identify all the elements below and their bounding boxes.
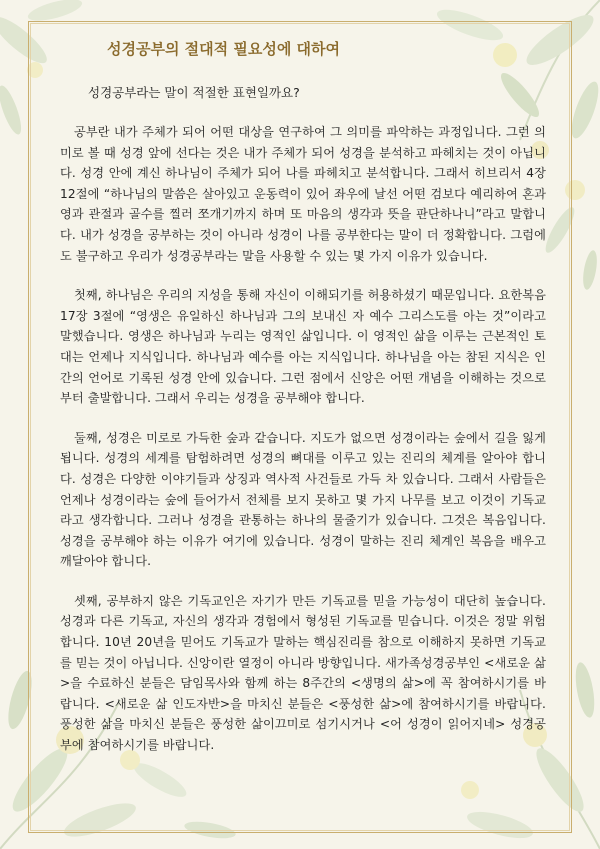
paragraph-second-reason: 둘째, 성경은 미로로 가득한 숲과 같습니다. 지도가 없으면 성경이라는 숲에서 길을 잃게 됩니다. 성경의 세계를 탐험하려면 성경의 뼈대를 이루고 있는 진리의 체계를 알아야 합니다. 성경은 다양한 이야기들과 상징과 역사적 사건들로 가득 차 있습니다. 그래서 사람들은 언제나 성경이라는 숲에 들어가서 전체를 보지 못하고 몇 가지 나무를 보고 이것이 기독교라고 생각합니다. 그러나 성경을 관통하는 하나의 물줄기가 있습니다. 그것은 복음입니다. 성경을 공부해야 하는 이유가 여기에 있습니다. 성경이 말하는 진리 체계인 복음을 배우고 깨달아야 합니다. <box>60 430 546 569</box>
paragraph-intro: 공부란 내가 주체가 되어 어떤 대상을 연구하여 그 의미를 파악하는 과정입니다. 그런 의미로 볼 때 성경 앞에 선다는 것은 내가 주체가 되어 성경을 분석하고 파헤치는 것이 아닙니다. 성경 안에 계신 하나님이 주체가 되어 나를 파헤치고 분석합니다. 그래서 히브리서 4장 12절에 “하나님의 말씀은 살아있고 운동력이 있어 좌우에 날선 어떤 검보다 예리하여 혼과 영과 관절과 골수를 찔러 쪼개기까지 하며 또 마음의 생각과 뜻을 판단하나니”라고 말합니다. 내가 성경을 공부하는 것이 아니라 성경이 나를 공부한다는 말이 더 정확합니다. 그럼에도 불구하고 우리가 성경공부라는 말을 사용할 수 있는 몇 가지 이유가 있습니다. <box>60 125 546 263</box>
document-body <box>60 36 546 756</box>
paragraph-third-reason: 셋째, 공부하지 않은 기독교인은 자기가 만든 기독교를 믿을 가능성이 대단히 높습니다. 성경과 다른 기독교, 자신의 생각과 경험에서 형성된 기독교를 믿습니다. 이것은 정말 위험합니다. 10년 20년을 믿어도 기독교가 말하는 핵심진리를 참으로 이해하지 못하면 기독교를 믿는 것이 아닙니다. 신앙이란 열정이 아니라 방향입니다. 새가족성경공부인 <새로운 삶>을 수료하신 분들은 담임목사와 함께 하는 8주간의 <생명의 삶>에 꼭 참여하시기를 바랍니다. <새로운 삶 인도자반>을 마치신 분들은 <풍성한 삶>에 참여하시기를 바랍니다. 풍성한 삶을 마치신 분들은 풍성한 삶이끄미로 섬기시거나 <어 성경이 읽어지네> 성경공부에 참여하시기를 바랍니다. <box>60 593 546 753</box>
intro-question: 성경공부라는 말이 적절한 표현일까요? <box>88 85 300 100</box>
paragraph-first-reason: 첫째, 하나님은 우리의 지성을 통해 자신이 이해되기를 허용하셨기 때문입니다. 요한복음 17장 3절에 “영생은 유일하신 하나님과 그의 보내신 자 예수 그리스도를 아는 것”이라고 말했습니다. 영생은 하나님과 누리는 영적인 삶입니다. 이 영적인 삶을 이루는 근본적인 토대는 언제나 지식입니다. 하나님과 예수를 아는 지식입니다. 하나님을 아는 참된 지식은 인간의 언어로 기록된 성경 안에 있습니다. 그런 점에서 신앙은 어떤 개념을 이해하는 것으로부터 출발합니다. 그래서 우리는 성경을 공부해야 합니다. <box>60 288 546 406</box>
page-title: 성경공부의 절대적 필요성에 대하여 <box>107 40 341 58</box>
